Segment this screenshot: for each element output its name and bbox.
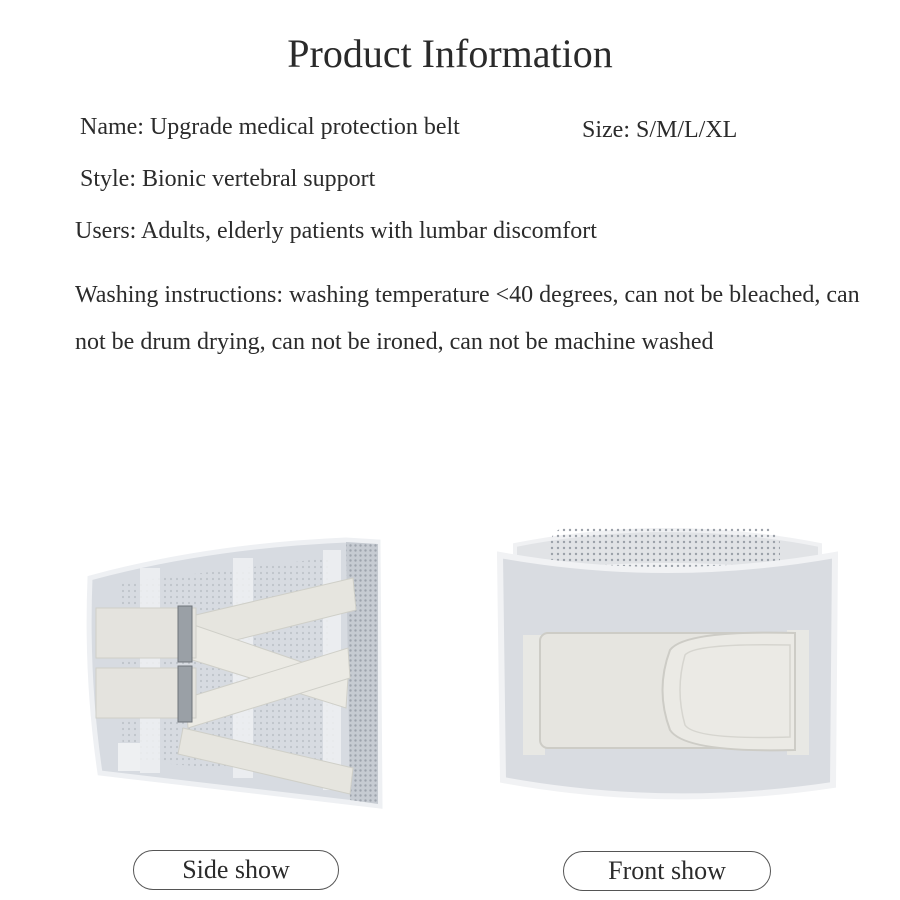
side-show-caption: Side show xyxy=(133,850,339,890)
washing-instructions: Washing instructions: washing temperature <40 degrees, can not be bleached, can not be drum drying, can not be ironed, can not be machine washed xyxy=(75,282,860,355)
product-size: Size: S/M/L/XL xyxy=(582,117,738,143)
product-style: Style: Bionic vertebral support xyxy=(80,166,376,192)
side-view-belt-image xyxy=(78,528,418,818)
front-view-belt-image xyxy=(495,515,840,805)
page-title: Product Information xyxy=(287,31,613,76)
product-users: Users: Adults, elderly patients with lumbar discomfort xyxy=(75,218,597,244)
product-name: Name: Upgrade medical protection belt xyxy=(80,114,460,140)
front-show-caption: Front show xyxy=(563,851,771,891)
